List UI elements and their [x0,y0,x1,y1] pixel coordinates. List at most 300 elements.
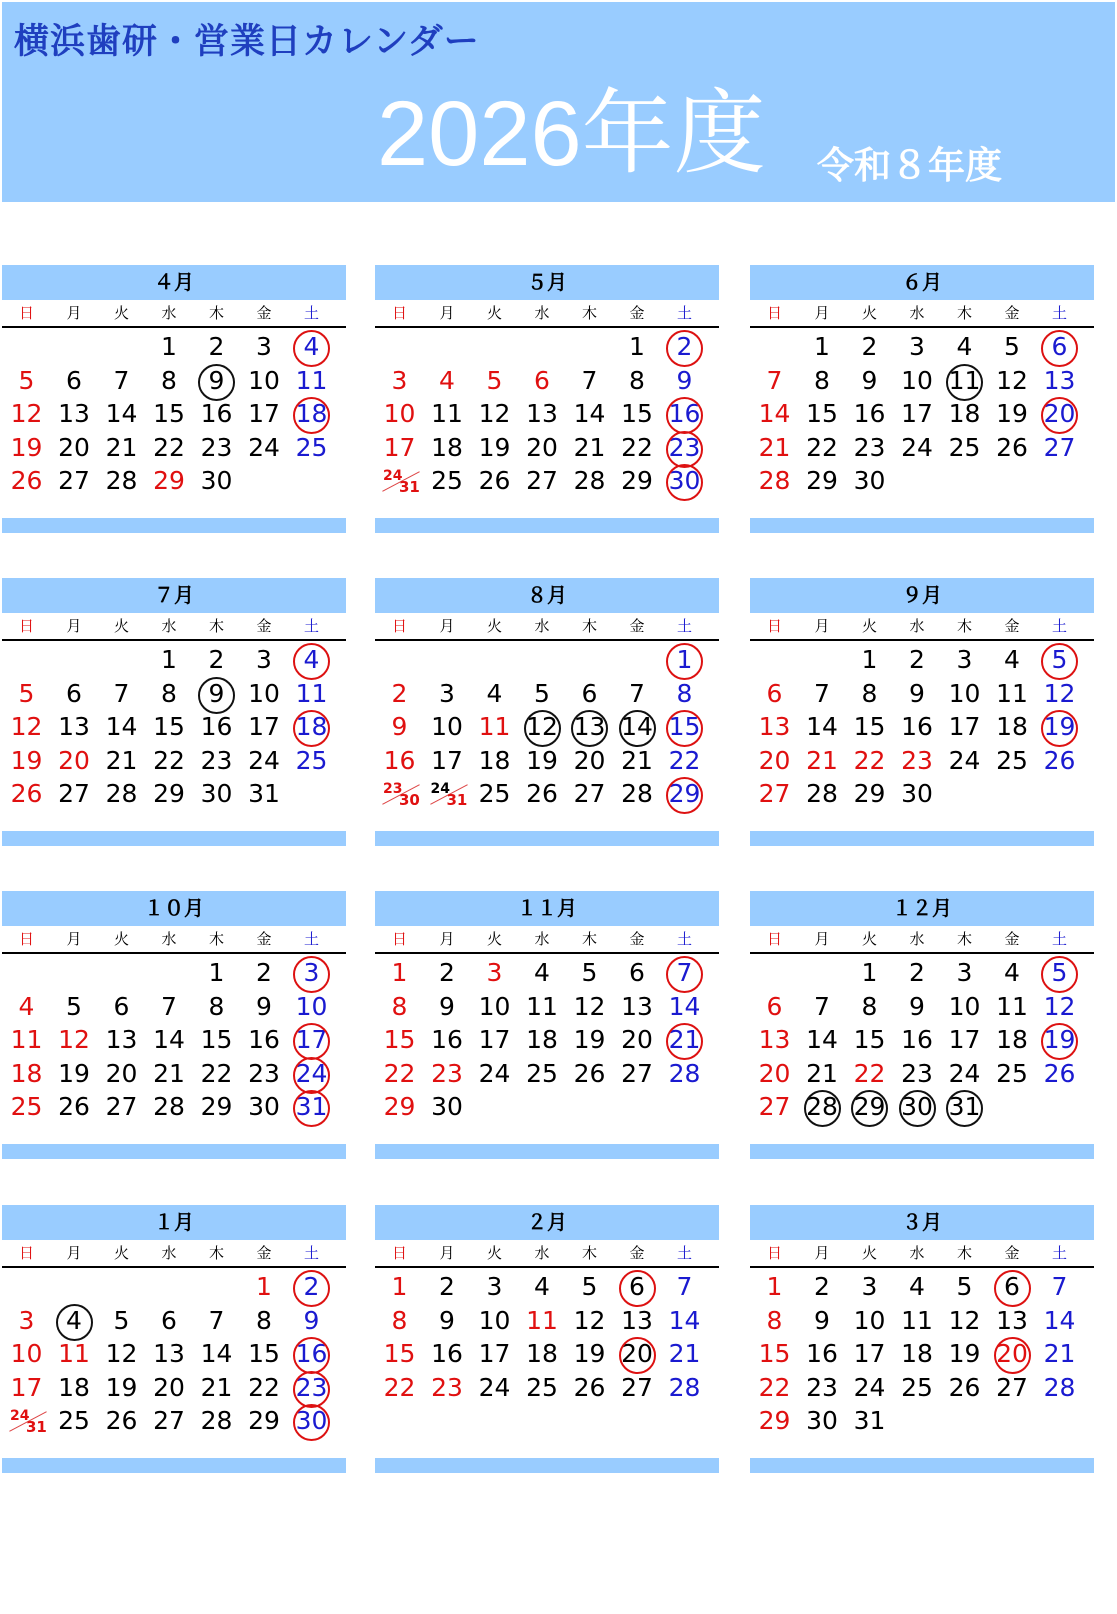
weekday-label: 水 [534,304,550,322]
date-cell: 4 [909,1272,925,1301]
date-cell: 23 [200,432,233,462]
weekday-label: 木 [956,930,972,948]
date-cell: 10 [478,991,511,1021]
date-cell: 6 [161,1305,177,1335]
weekday-label: 月 [66,617,82,635]
date-cell: 24 [287,1057,336,1091]
date-cell: 5 [1035,956,1084,990]
weekday-label: 月 [814,930,830,948]
date-cell: 11 [526,1305,558,1335]
weekday-label: 火 [486,617,502,635]
date-cell: 11 [295,678,328,708]
weekday-header [375,927,719,954]
weekday-label: 火 [486,930,502,948]
date-cell: 4 [1004,645,1020,674]
date-cell: 15 [806,399,838,428]
weekday-label: 金 [1004,930,1020,948]
weekday-label: 日 [766,930,782,948]
date-cell: 19 [10,745,43,775]
date-cell: 22 [668,745,701,775]
month-footer-bar [375,1144,719,1159]
weekday-label: 月 [66,930,82,948]
merged-date-top: 24 [10,1408,30,1424]
weekday-label: 月 [439,930,455,948]
date-cell: 1 [208,958,225,987]
date-cell: 8 [861,678,878,708]
date-cell: 4 [439,365,455,395]
date-cell: 15 [248,1339,280,1368]
date-cell: 26 [10,466,43,495]
weekday-label: 火 [861,617,877,635]
date-cell: 30 [248,1092,280,1121]
date-cell: 6 [534,365,550,395]
date-cell: 13 [58,399,90,428]
date-cell: 5 [486,365,503,395]
date-cell: 18 [996,1025,1028,1054]
date-cell: 22 [383,1372,416,1402]
date-cell: 3 [956,645,973,674]
weekday-label: 水 [909,930,925,948]
weekday-label: 日 [18,1244,34,1262]
date-cell: 1 [256,1272,272,1301]
date-cell: 6 [988,1270,1037,1304]
weekday-label: 月 [814,1244,830,1262]
date-cell: 7 [161,991,177,1021]
weekday-label: 月 [439,1244,455,1262]
date-cell: 11 [295,365,328,395]
date-cell: 29 [383,1092,416,1121]
date-cell: 19 [10,432,43,462]
date-cell: 28 [668,1058,701,1088]
date-cell: 5 [66,991,82,1021]
date-cell: 16 [248,1025,280,1054]
weekday-label: 土 [1051,930,1067,948]
date-cell: 17 [383,432,416,462]
date-cell: 29 [845,1090,894,1124]
date-cell: 19 [573,1025,606,1054]
weekday-label: 金 [1004,617,1020,635]
date-cell: 2 [861,332,878,361]
date-cell: 2 [208,645,225,674]
date-cell: 3 [256,332,272,361]
date-cell: 2 [660,330,709,364]
date-cell: 5 [534,678,550,708]
date-cell: 16 [200,399,233,428]
date-cell: 1 [861,958,878,987]
date-cell: 31 [853,1406,886,1435]
date-cell: 6 [613,1270,662,1304]
date-cell: 10 [10,1339,43,1368]
date-cell: 23 [431,1058,463,1088]
weekday-label: 水 [909,304,925,322]
date-cell: 9 [439,991,455,1021]
date-cell: 7 [629,678,645,708]
weekday-label: 水 [161,930,177,948]
date-cell: 28 [105,779,138,808]
date-cell: 7 [676,1272,693,1301]
date-cell: 24 [901,432,933,462]
weekday-header [375,614,719,641]
date-cell: 19 [1035,710,1084,744]
date-cell: 28 [758,466,791,495]
date-cell: 13 [58,712,90,741]
weekday-label: 木 [581,1244,597,1262]
date-cell: 25 [58,1406,90,1435]
date-cell: 10 [478,1305,511,1335]
date-cell: 18 [287,710,336,744]
date-cell: 1 [766,1272,783,1301]
weekday-label: 木 [208,1244,224,1262]
month-footer-bar [750,518,1094,533]
date-cell: 14 [806,1025,838,1054]
date-cell: 20 [153,1372,185,1402]
date-cell: 25 [431,466,463,495]
date-cell: 14 [1043,1305,1076,1335]
date-cell: 12 [518,710,567,744]
date-cell: 21 [758,432,791,462]
month-title: ２月 [375,1205,719,1240]
date-cell: 24 [478,1058,511,1088]
date-cell: 30 [200,466,233,495]
date-cell: 22 [200,1058,233,1088]
date-cell: 31 [248,779,280,808]
weekday-label: 日 [391,617,407,635]
weekday-label: 土 [1051,304,1067,322]
date-cell: 14 [573,399,606,428]
merged-date-bottom: 31 [446,791,468,809]
date-cell: 23 [901,745,933,775]
date-cell: 26 [105,1406,138,1435]
weekday-label: 金 [629,617,645,635]
date-cell: 13 [996,1305,1028,1335]
date-cell: 9 [814,1305,830,1335]
weekday-label: 土 [676,617,692,635]
date-cell: 15 [758,1339,791,1368]
date-cell: 1 [814,332,830,361]
date-cell: 3 [909,332,925,361]
date-cell: 13 [565,710,614,744]
date-cell: 25 [526,1058,558,1088]
date-cell: 2 [909,958,925,987]
weekday-label: 木 [208,304,224,322]
weekday-label: 土 [303,1244,319,1262]
weekday-header [750,301,1094,328]
date-cell: 22 [853,745,886,775]
merged-date-cell [423,777,472,811]
date-cell: 5 [18,678,35,708]
date-cell: 7 [766,365,783,395]
date-cell: 6 [629,958,645,987]
weekday-label: 木 [956,304,972,322]
date-cell: 5 [1035,643,1084,677]
date-cell: 11 [58,1339,90,1368]
date-cell: 21 [573,432,606,462]
date-cell: 28 [806,779,838,808]
date-cell: 14 [200,1339,233,1368]
date-cell: 23 [287,1371,336,1405]
date-cell: 16 [287,1337,336,1371]
date-cell: 24 [948,745,981,775]
date-cell: 20 [1035,397,1084,431]
date-cell: 7 [208,1305,225,1335]
weekday-label: 土 [676,930,692,948]
month-title: ６月 [750,265,1094,300]
weekday-label: 日 [18,930,34,948]
date-cell: 14 [668,991,701,1021]
weekday-header [750,1241,1094,1268]
date-cell: 13 [758,1025,791,1054]
date-cell: 30 [287,1404,336,1438]
date-cell: 7 [113,678,130,708]
weekday-label: 木 [581,930,597,948]
weekday-label: 日 [391,1244,407,1262]
date-cell: 24 [853,1372,886,1402]
weekday-label: 土 [1051,1244,1067,1262]
weekday-label: 金 [629,304,645,322]
date-cell: 24 [948,1058,981,1088]
date-cell: 18 [478,745,511,775]
date-cell: 22 [383,1058,416,1088]
date-cell: 12 [10,712,43,741]
date-cell: 16 [901,1025,933,1054]
merged-date-cell [375,464,424,498]
date-cell: 12 [105,1339,138,1368]
date-cell: 19 [996,399,1028,428]
weekday-label: 木 [581,617,597,635]
date-cell: 8 [208,991,225,1021]
weekday-label: 月 [439,617,455,635]
date-cell: 16 [901,712,933,741]
date-cell: 30 [853,466,886,495]
date-cell: 10 [901,365,933,395]
date-cell: 26 [573,1372,606,1402]
date-cell: 14 [806,712,838,741]
date-cell: 12 [478,399,511,428]
date-cell: 4 [1004,958,1020,987]
weekday-header [375,301,719,328]
date-cell: 2 [287,1270,336,1304]
month-footer-bar [2,831,346,846]
date-cell: 4 [486,678,503,708]
date-cell: 14 [613,710,662,744]
date-cell: 24 [478,1372,511,1402]
date-cell: 14 [105,712,138,741]
date-cell: 15 [660,710,709,744]
date-cell: 7 [660,956,709,990]
date-cell: 23 [901,1058,933,1088]
date-cell: 21 [105,745,138,775]
company-title: 横浜歯研・営業日カレンダー [14,22,480,62]
month-block [750,265,1094,533]
date-cell: 20 [613,1337,662,1371]
date-cell: 22 [153,745,185,775]
weekday-header [2,614,346,641]
date-cell: 17 [287,1023,336,1057]
date-cell: 15 [200,1025,233,1054]
date-cell: 17 [431,745,463,775]
month-footer-bar [750,1144,1094,1159]
date-cell: 21 [1043,1339,1076,1368]
date-cell: 10 [948,678,981,708]
date-cell: 18 [431,432,463,462]
weekday-label: 火 [486,1244,502,1262]
date-cell: 22 [248,1372,280,1402]
date-cell: 5 [581,958,598,987]
date-cell: 8 [391,1305,408,1335]
month-block [750,1205,1094,1473]
date-cell: 22 [621,432,653,462]
date-cell: 10 [248,365,280,395]
date-cell: 25 [295,745,328,775]
date-cell: 18 [948,399,981,428]
date-cell: 17 [948,1025,981,1054]
month-title: ３月 [750,1205,1094,1240]
date-cell: 6 [66,365,82,395]
date-cell: 8 [766,1305,783,1335]
date-cell: 8 [256,1305,272,1335]
date-cell: 18 [58,1372,90,1402]
weekday-label: 土 [303,930,319,948]
date-cell: 29 [758,1406,791,1435]
date-cell: 26 [1043,1058,1076,1088]
date-cell: 12 [1043,991,1076,1021]
date-cell: 5 [956,1272,973,1301]
date-cell: 6 [113,991,130,1021]
date-cell: 23 [200,745,233,775]
date-cell: 1 [660,643,709,677]
date-cell: 25 [901,1372,933,1402]
date-cell: 2 [208,332,225,361]
date-cell: 10 [431,712,463,741]
date-cell: 13 [621,1305,653,1335]
weekday-label: 火 [113,304,129,322]
weekday-header [2,301,346,328]
month-title: ５月 [375,265,719,300]
month-block [375,1205,719,1473]
date-cell: 28 [573,466,606,495]
date-cell: 16 [806,1339,838,1368]
weekday-label: 木 [956,617,972,635]
weekday-label: 金 [256,1244,272,1262]
date-cell: 9 [303,1305,320,1335]
date-cell: 17 [853,1339,886,1368]
date-cell: 6 [66,678,82,708]
date-cell: 26 [526,779,558,808]
weekday-header [2,1241,346,1268]
weekday-label: 土 [303,304,319,322]
weekday-label: 水 [909,617,925,635]
date-cell: 16 [660,397,709,431]
date-cell: 30 [806,1406,838,1435]
date-cell: 29 [153,466,185,495]
date-cell: 2 [909,645,925,674]
date-cell: 9 [909,991,925,1021]
month-block [375,265,719,533]
weekday-label: 火 [861,304,877,322]
date-cell: 27 [758,779,791,808]
date-cell: 17 [478,1339,511,1368]
date-cell: 26 [996,432,1028,462]
date-cell: 22 [853,1058,886,1088]
date-cell: 13 [621,991,653,1021]
date-cell: 17 [248,712,280,741]
date-cell: 7 [814,678,830,708]
date-cell: 24 [248,745,280,775]
date-cell: 16 [853,399,886,428]
date-cell: 12 [10,399,43,428]
date-cell: 15 [853,712,886,741]
date-cell: 19 [948,1339,981,1368]
date-cell: 30 [200,779,233,808]
month-block [375,891,719,1159]
date-cell: 19 [526,745,558,775]
weekday-label: 金 [256,930,272,948]
date-cell: 13 [526,399,558,428]
date-cell: 2 [439,1272,455,1301]
weekday-header [2,927,346,954]
date-cell: 8 [161,678,177,708]
weekday-label: 日 [766,617,782,635]
date-cell: 17 [901,399,933,428]
date-cell: 8 [391,991,408,1021]
date-cell: 5 [581,1272,598,1301]
merged-date-top: 24 [430,781,450,797]
date-cell: 25 [295,432,328,462]
merged-date-cell [2,1404,51,1438]
month-footer-bar [2,1458,346,1473]
date-cell: 23 [248,1058,280,1088]
date-cell: 30 [901,779,933,808]
weekday-label: 金 [629,1244,645,1262]
weekday-label: 月 [439,304,455,322]
date-cell: 12 [573,1305,606,1335]
weekday-label: 火 [113,617,129,635]
date-cell: 9 [676,365,693,395]
date-cell: 27 [153,1406,185,1435]
date-cell: 7 [814,991,830,1021]
date-cell: 28 [798,1090,847,1124]
weekday-label: 日 [391,930,407,948]
weekday-label: 火 [861,930,877,948]
date-cell: 25 [996,1058,1028,1088]
month-footer-bar [375,518,719,533]
date-cell: 27 [58,466,90,495]
date-cell: 19 [58,1058,90,1088]
weekday-label: 火 [486,304,502,322]
date-cell: 17 [948,712,981,741]
month-title: ４月 [2,265,346,300]
date-cell: 6 [766,678,783,708]
date-cell: 21 [806,745,838,775]
date-cell: 3 [391,365,408,395]
date-cell: 19 [105,1372,138,1402]
date-cell: 15 [383,1339,416,1368]
month-title: １０月 [2,891,346,926]
date-cell: 24 [248,432,280,462]
month-title: ９月 [750,578,1094,613]
date-cell: 27 [1043,432,1076,462]
date-cell: 15 [383,1025,416,1054]
date-cell: 2 [391,678,408,708]
date-cell: 11 [526,991,558,1021]
date-cell: 20 [758,1058,791,1088]
weekday-label: 金 [256,617,272,635]
weekday-label: 日 [18,304,34,322]
date-cell: 26 [10,779,43,808]
date-cell: 1 [629,332,645,361]
date-cell: 21 [621,745,653,775]
date-cell: 27 [105,1092,138,1121]
